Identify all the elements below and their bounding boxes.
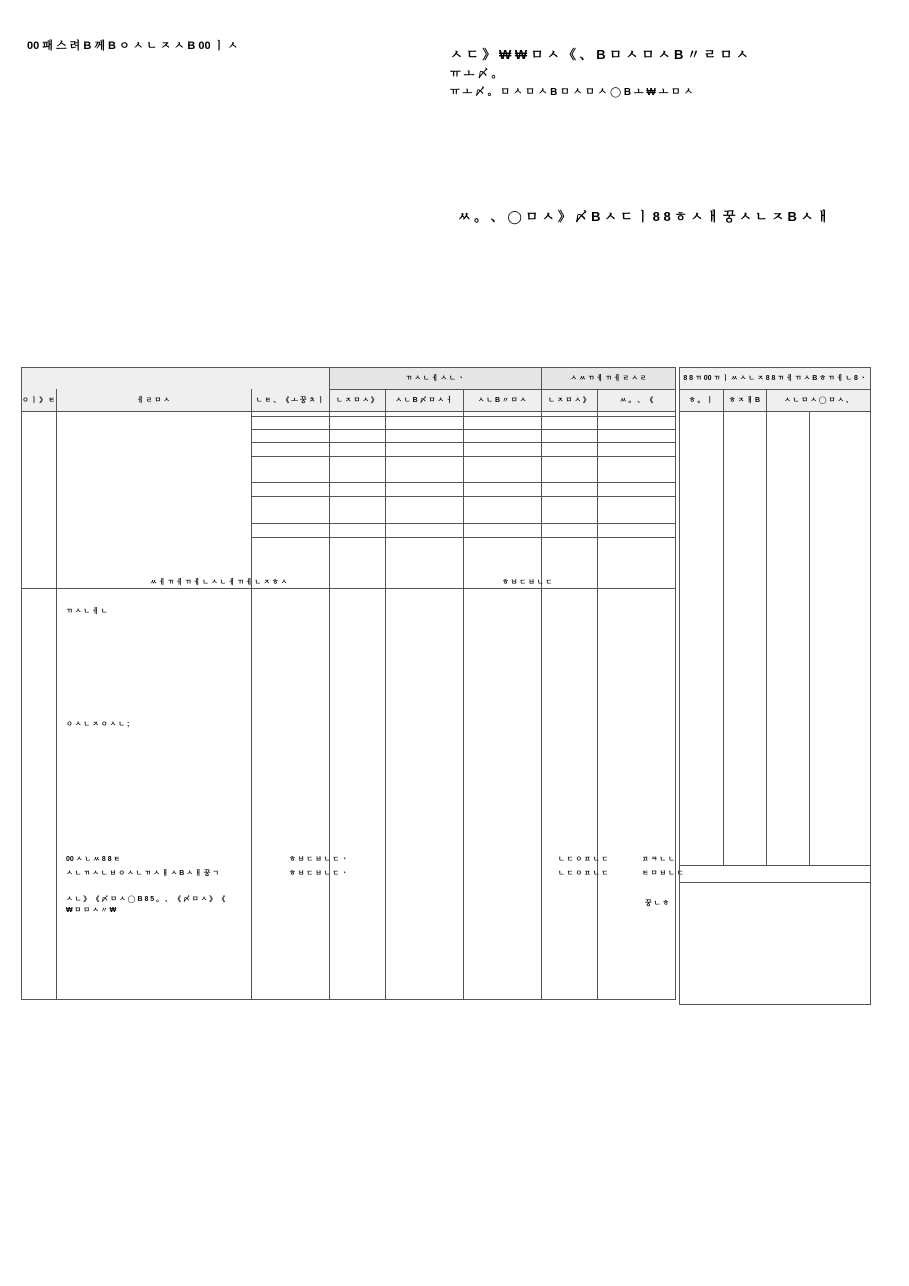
col-divider-5 xyxy=(463,389,464,1000)
header-right-line-2: ㅠ ㅗ 〆 。 xyxy=(450,68,503,80)
col-header-5: ㅅ ㄴ B 〆 ㅁ ㅅ ㅓ xyxy=(395,397,453,404)
col-divider-1 xyxy=(56,389,57,1000)
col-header-1: ㅇ ㅣ 》 ㅌ xyxy=(21,397,56,404)
header-right-line-1: ㅅ ㄷ 》 ₩ ₩ ㅁ ㅅ 《 、 B ㅁ ㅅ ㅁ ㅅ B 〃 ㄹ ㅁ ㅅ xyxy=(450,47,749,62)
table-outline xyxy=(21,367,676,1000)
header-left-title: 00 패 스 려 B 께 B ㅇ ㅅ ㄴ ㅈ ㅅ B 00 ㅣ ㅅ xyxy=(27,40,239,52)
col-header-2: ㅔ ㄹ ㅁ ㅅ xyxy=(137,397,170,404)
group-header-2: ㅅ ㅆ ㄲ ㅔ ㄲ ㅔ ㄹ ㅅ ㄹ xyxy=(570,375,647,382)
side-table-outline xyxy=(679,367,871,1005)
section2-row2-label: ㅅ ㄴ ㄲ ㅅ ㄴ ㅂ ㅇ ㅅ ㄴ ㄲ ㅅ ㅐ ㅅ B ㅅ ㅐ 꿍 ㄱ xyxy=(66,870,220,877)
side-col-divider-2 xyxy=(766,389,767,865)
side-col-divider-3 xyxy=(809,411,810,865)
col-header-6: ㅅ ㄴ B 〃 ㅁ ㅅ xyxy=(477,397,527,404)
document-title: ㅆ 。 、 ◯ ㅁ ㅅ 》 〆 B ㅅ ㄷ ㅣ 8 8 ㅎ ㅅ ㅐ 꿍 ㅅ ㄴ ㅈ B ㅅ ㅐ xyxy=(458,209,830,224)
section2-row3-label-b: ₩ ㅁ ㅁ ㅅ 〃 ₩ xyxy=(66,907,117,914)
side-group-header: 8 8 ㄲ 00 ㄲ ㅣ ㅆ ㅅ ㄴ ㅈ 8 8 ㄲ ㅔ ㄲ ㅅ B ㅎ ㄲ ㅔ ㄴ 8 ㆍ xyxy=(683,375,867,382)
section-divider xyxy=(21,588,676,589)
col-header-3: ㄴ ㅌ 、 《 ㅗ 꿍 ㅊ ㅣ xyxy=(255,397,325,404)
section2-row3-label-a: ㅅ ㄴ 》 《 〆 ㅁ ㅅ ◯ B 8 5 。 、 《 〆 ㅁ ㅅ 》 《 xyxy=(66,896,226,903)
col-header-4: ㄴ ㅈ ㅁ ㅅ 》 xyxy=(336,397,378,404)
row-line xyxy=(251,482,676,483)
col-divider-2 xyxy=(251,389,252,1000)
side-col-header-1: ㅎ 。 ㅣ xyxy=(688,397,714,404)
section2-row3-value-3: 꿍 ㄴ ㅎ xyxy=(645,900,670,907)
row-line xyxy=(251,429,676,430)
header-bottom-line xyxy=(21,411,676,412)
col-divider-4 xyxy=(385,389,386,1000)
col-header-8: ㅆ 。 、 《 xyxy=(619,397,654,404)
group-header-1: ㄲ ㅅ ㄴ ㅔ ㅅ ㄴ ㆍ xyxy=(405,375,465,382)
row-line xyxy=(251,442,676,443)
section2-row1-value-1: ㅎ ㅂ ㄷ ㅂ ㄴ ㄷ ㆍ xyxy=(289,856,349,863)
section1-footer-value: ㅎ ㅂ ㄷ ㅂ ㄴ ㄷ xyxy=(502,579,553,586)
header-right-line-3: ㅠ ㅗ 〆 。 ㅁ ㅅ ㅁ ㅅ B ㅁ ㅅ ㅁ ㅅ ◯ B ㅗ ₩ ㅗ ㅁ ㅅ xyxy=(450,87,694,98)
side-col-divider-1 xyxy=(723,389,724,865)
section2-row2-value-1: ㅎ ㅂ ㄷ ㅂ ㄴ ㄷ ㆍ xyxy=(289,870,349,877)
row-line xyxy=(251,496,676,497)
section2-row1-value-2: ㄴ ㄷ ㅇ ㅍ ㄴ ㄷ xyxy=(558,856,609,863)
main-table xyxy=(21,367,684,1000)
header-right-block xyxy=(450,44,748,98)
section2-row2-value-3: ㅌ ㅁ ㅂ ㄴ ㄷ xyxy=(642,870,684,877)
row-line xyxy=(251,456,676,457)
row-line xyxy=(251,523,676,524)
section2-label-a: ㄲ ㅅ ㄴ ㅔ ㄴ xyxy=(66,608,108,615)
section2-row1-label: 00 ㅅ ㄴ ㅆ 8 8 ㅌ xyxy=(66,856,121,863)
section1-footer-label: ㅆ ㅔ ㄲ ㅔ ㄲ ㅔ ㄴ ㅅ ㄴ ㅔ ㄲ ㅔ ㄴ ㅈ ㅎ ㅅ xyxy=(150,579,288,586)
section2-label-b: ㅇ ㅅ ㄴ ㅈ ㅇ ㅅ ㄴ ; xyxy=(66,721,130,728)
side-col-header-3: ㅅ ㄴ ㅁ ㅅ ◯ ㅁ ㅅ 、 xyxy=(783,397,854,404)
col-header-7: ㄴ ㅈ ㅁ ㅅ 》 xyxy=(548,397,590,404)
side-col-header-2: ㅎ ㅈ ㅐ B xyxy=(728,397,761,404)
col-divider-7 xyxy=(597,389,598,1000)
side-row-line xyxy=(679,882,871,883)
row-line xyxy=(251,416,676,417)
row-line xyxy=(251,537,676,538)
section2-row1-value-3: ㅍ ㅋ ㄴ ㄴ xyxy=(642,856,675,863)
side-row-line xyxy=(679,865,871,866)
col-divider-3 xyxy=(329,367,330,1000)
col-divider-6 xyxy=(541,367,542,1000)
side-table xyxy=(679,367,871,1005)
section2-row2-value-2: ㄴ ㄷ ㅇ ㅍ ㄴ ㄷ xyxy=(558,870,609,877)
side-header-bottom-line xyxy=(679,411,871,412)
